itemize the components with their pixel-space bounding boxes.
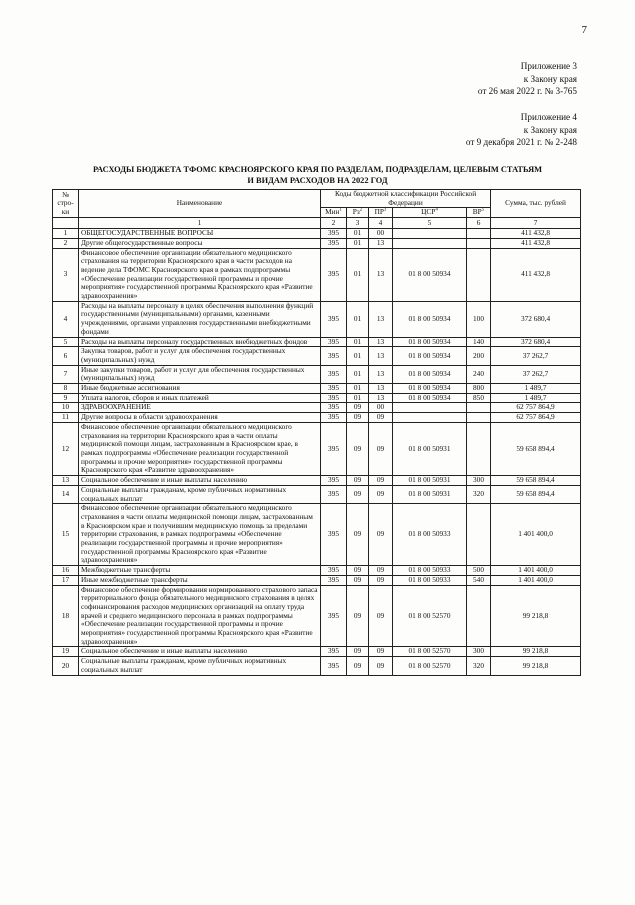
row-sum-cell: 62 757 864,9 bbox=[491, 403, 581, 413]
row-sum-cell: 372 680,4 bbox=[491, 337, 581, 347]
row-csr-cell: 01 8 00 50933 bbox=[393, 566, 467, 576]
row-name-cell: ОБЩЕГОСУДАРСТВЕННЫЕ ВОПРОСЫ bbox=[79, 229, 321, 239]
row-number-cell: 2 bbox=[53, 238, 79, 248]
row-name-cell: ЗДРАВООХРАНЕНИЕ bbox=[79, 403, 321, 413]
header-csr-label: ЦСР bbox=[421, 207, 436, 217]
table-row bbox=[53, 647, 581, 657]
row-sum-cell: 59 658 894,4 bbox=[491, 485, 581, 503]
row-name-cell: Уплата налогов, сборов и иных платежей bbox=[79, 393, 321, 403]
column-number: 2 bbox=[321, 218, 347, 229]
row-number-cell: 18 bbox=[53, 585, 79, 647]
row-csr-cell: 01 8 00 50931 bbox=[393, 422, 467, 475]
row-csr-cell: 01 8 00 50934 bbox=[393, 365, 467, 383]
row-vr-cell: 540 bbox=[467, 575, 491, 585]
row-sum-cell: 411 432,8 bbox=[491, 229, 581, 239]
header-sum: Сумма, тыс. рублей bbox=[491, 190, 581, 218]
row-rz-cell: 01 bbox=[347, 347, 369, 365]
header-vr-footnote: 5 bbox=[481, 207, 485, 213]
column-number: 6 bbox=[467, 218, 491, 229]
row-rz-cell: 01 bbox=[347, 229, 369, 239]
row-number-cell: 12 bbox=[53, 422, 79, 475]
table-row bbox=[53, 393, 581, 403]
table-row bbox=[53, 403, 581, 413]
row-name-cell: Иные межбюджетные трансферты bbox=[79, 575, 321, 585]
table-row bbox=[53, 422, 581, 475]
header-rz bbox=[347, 208, 369, 218]
row-vr-cell: 200 bbox=[467, 347, 491, 365]
row-csr-cell bbox=[393, 403, 467, 413]
row-csr-cell: 01 8 00 52570 bbox=[393, 647, 467, 657]
row-csr-cell: 01 8 00 52570 bbox=[393, 585, 467, 647]
table-row bbox=[53, 585, 581, 647]
row-csr-cell: 01 8 00 50933 bbox=[393, 504, 467, 566]
row-pr-cell: 13 bbox=[369, 347, 393, 365]
row-csr-cell: 01 8 00 50934 bbox=[393, 301, 467, 337]
row-name-cell: Расходы на выплаты персоналу государственных внебюджетных фондов bbox=[79, 337, 321, 347]
row-pr-cell: 00 bbox=[369, 229, 393, 239]
table-row bbox=[53, 248, 581, 301]
row-sum-cell: 1 401 400,0 bbox=[491, 566, 581, 576]
row-min-cell: 395 bbox=[321, 365, 347, 383]
row-sum-cell: 1 489,7 bbox=[491, 384, 581, 394]
row-vr-cell bbox=[467, 238, 491, 248]
row-vr-cell: 240 bbox=[467, 365, 491, 383]
row-number-cell: 13 bbox=[53, 476, 79, 486]
appendix-4-block bbox=[466, 111, 577, 149]
header-vr bbox=[467, 208, 491, 218]
row-csr-cell: 01 8 00 50931 bbox=[393, 476, 467, 486]
header-min-footnote: 1 bbox=[339, 207, 342, 213]
row-vr-cell: 500 bbox=[467, 566, 491, 576]
column-number-row bbox=[53, 218, 581, 229]
row-pr-cell: 09 bbox=[369, 585, 393, 647]
column-number: 7 bbox=[491, 218, 581, 229]
row-rz-cell: 09 bbox=[347, 476, 369, 486]
appendix-4-date: от 9 декабря 2021 г. № 2-248 bbox=[465, 137, 577, 147]
row-rz-cell: 01 bbox=[347, 238, 369, 248]
table-row bbox=[53, 476, 581, 486]
row-number-cell: 1 bbox=[53, 229, 79, 239]
table-row bbox=[53, 238, 581, 248]
row-sum-cell: 99 218,8 bbox=[491, 585, 581, 647]
table-row bbox=[53, 575, 581, 585]
row-vr-cell bbox=[467, 422, 491, 475]
row-name-cell: Другие общегосударственные вопросы bbox=[79, 238, 321, 248]
row-min-cell: 395 bbox=[321, 647, 347, 657]
column-number: 4 bbox=[369, 218, 393, 229]
row-pr-cell: 09 bbox=[369, 485, 393, 503]
row-pr-cell: 13 bbox=[369, 365, 393, 383]
row-min-cell: 395 bbox=[321, 337, 347, 347]
row-name-cell: Финансовое обеспечение организации обязательного медицинского страхования на территории Красноярского края в части расходов на ведение дела ТФОМС Красноярского края в рамках подпрограммы «Обеспечение реализации государственной программы и прочие мероприятия» государственной программы Красноярского края «Развитие здравоохранения» bbox=[79, 248, 321, 301]
row-rz-cell: 09 bbox=[347, 647, 369, 657]
row-sum-cell: 1 489,7 bbox=[491, 393, 581, 403]
row-min-cell: 395 bbox=[321, 566, 347, 576]
row-name-cell: Закупка товаров, работ и услуг для обеспечения государственных (муниципальных) нужд bbox=[79, 347, 321, 365]
row-min-cell: 395 bbox=[321, 422, 347, 475]
row-number-cell: 14 bbox=[53, 485, 79, 503]
row-csr-cell: 01 8 00 50934 bbox=[393, 337, 467, 347]
row-pr-cell: 13 bbox=[369, 238, 393, 248]
table-row bbox=[53, 347, 581, 365]
row-min-cell: 395 bbox=[321, 413, 347, 423]
row-min-cell: 395 bbox=[321, 229, 347, 239]
row-min-cell: 395 bbox=[321, 485, 347, 503]
row-number-cell: 20 bbox=[53, 657, 79, 675]
table-row bbox=[53, 566, 581, 576]
row-min-cell: 395 bbox=[321, 504, 347, 566]
header-vr-label: ВР bbox=[472, 207, 482, 217]
row-min-cell: 395 bbox=[321, 585, 347, 647]
header-rz-label: Рз bbox=[352, 207, 360, 217]
table-row bbox=[53, 337, 581, 347]
row-min-cell: 395 bbox=[321, 347, 347, 365]
row-number-cell: 8 bbox=[53, 384, 79, 394]
table-row bbox=[53, 365, 581, 383]
row-sum-cell: 1 401 400,0 bbox=[491, 575, 581, 585]
row-sum-cell: 59 658 894,4 bbox=[491, 422, 581, 475]
row-min-cell: 395 bbox=[321, 476, 347, 486]
column-number: 3 bbox=[347, 218, 369, 229]
row-rz-cell: 09 bbox=[347, 403, 369, 413]
appendix-3-block bbox=[478, 60, 577, 98]
appendix-3-law: к Закону края bbox=[523, 73, 577, 84]
row-csr-cell bbox=[393, 238, 467, 248]
row-rz-cell: 01 bbox=[347, 301, 369, 337]
table-row bbox=[53, 504, 581, 566]
row-csr-cell bbox=[393, 413, 467, 423]
header-row-number: № стро-ки bbox=[53, 190, 79, 218]
appendix-3-title: Приложение 3 bbox=[520, 61, 577, 71]
row-min-cell: 395 bbox=[321, 393, 347, 403]
row-vr-cell bbox=[467, 248, 491, 301]
row-sum-cell: 99 218,8 bbox=[491, 647, 581, 657]
row-pr-cell: 13 bbox=[369, 337, 393, 347]
table-header bbox=[53, 190, 581, 229]
row-rz-cell: 09 bbox=[347, 575, 369, 585]
column-number: 5 bbox=[393, 218, 467, 229]
row-pr-cell: 09 bbox=[369, 422, 393, 475]
row-number-cell: 3 bbox=[53, 248, 79, 301]
row-number-cell: 9 bbox=[53, 393, 79, 403]
row-pr-cell: 09 bbox=[369, 476, 393, 486]
row-name-cell: Расходы на выплаты персоналу в целях обеспечения выполнения функций государственными (муниципальными) органами, казенными учреждениями, органами управления государственными внебюджетными фондами bbox=[79, 301, 321, 337]
budget-table bbox=[52, 189, 581, 676]
row-csr-cell bbox=[393, 229, 467, 239]
row-number-cell: 6 bbox=[53, 347, 79, 365]
row-min-cell: 395 bbox=[321, 403, 347, 413]
row-pr-cell: 13 bbox=[369, 393, 393, 403]
header-csr bbox=[393, 208, 467, 218]
table-row bbox=[53, 485, 581, 503]
row-rz-cell: 09 bbox=[347, 422, 369, 475]
appendix-3-date: от 26 мая 2022 г. № 3-765 bbox=[477, 86, 577, 96]
row-vr-cell: 800 bbox=[467, 384, 491, 394]
row-name-cell: Финансовое обеспечение формирования нормированного страхового запаса территориального фонда обязательного медицинского страхования в целях софинансирования расходов медицинских организаций на оплату труда врачей и среднего медицинского персонала в рамках подпрограммы «Обеспечение реализации государственной программы и прочие мероприятия» государственной программы Красноярского края «Развитие здравоохранения» bbox=[79, 585, 321, 647]
row-vr-cell: 300 bbox=[467, 476, 491, 486]
row-sum-cell: 411 432,8 bbox=[491, 238, 581, 248]
row-sum-cell: 59 658 894,4 bbox=[491, 476, 581, 486]
row-pr-cell: 09 bbox=[369, 575, 393, 585]
row-min-cell: 395 bbox=[321, 575, 347, 585]
row-pr-cell: 09 bbox=[369, 657, 393, 675]
table-row bbox=[53, 384, 581, 394]
row-pr-cell: 09 bbox=[369, 647, 393, 657]
row-csr-cell: 01 8 00 50933 bbox=[393, 575, 467, 585]
row-number-cell: 17 bbox=[53, 575, 79, 585]
row-pr-cell: 13 bbox=[369, 384, 393, 394]
header-min-label: Мин bbox=[325, 207, 340, 217]
header-codes-group: Коды бюджетной классификации Российской Федерации bbox=[321, 190, 491, 208]
row-pr-cell: 13 bbox=[369, 248, 393, 301]
row-rz-cell: 09 bbox=[347, 657, 369, 675]
row-number-cell: 16 bbox=[53, 566, 79, 576]
row-rz-cell: 01 bbox=[347, 384, 369, 394]
table-row bbox=[53, 413, 581, 423]
row-pr-cell: 09 bbox=[369, 413, 393, 423]
row-vr-cell: 320 bbox=[467, 657, 491, 675]
row-name-cell: Финансовое обеспечение организации обязательного медицинского страхования на территории Красноярского края в части оплаты медицинской помощи лицам, застрахованным в Красноярском крае, в рамках подпрограммы «Обеспечение реализации государственной программы и прочие мероприятия» государственной программы Красноярского края «Развитие здравоохранения» bbox=[79, 422, 321, 475]
table-row bbox=[53, 229, 581, 239]
table-row bbox=[53, 301, 581, 337]
row-name-cell: Социальные выплаты гражданам, кроме публичных нормативных социальных выплат bbox=[79, 657, 321, 675]
row-vr-cell bbox=[467, 229, 491, 239]
row-rz-cell: 09 bbox=[347, 485, 369, 503]
row-name-cell: Межбюджетные трансферты bbox=[79, 566, 321, 576]
row-sum-cell: 411 432,8 bbox=[491, 248, 581, 301]
row-name-cell: Финансовое обеспечение организации обязательного медицинского страхования в части оплаты медицинской помощи лицам, застрахованным в Красноярском крае и получившим медицинскую помощь за пределами территории страхования, в рамках подпрограммы «Обеспечение реализации государственной программы и прочие мероприятия» государственной программы Красноярского края «Развитие здравоохранения» bbox=[79, 504, 321, 566]
document-title-line-2: И ВИДАМ РАСХОДОВ НА 2022 ГОД bbox=[247, 176, 388, 185]
header-pr bbox=[369, 208, 393, 218]
row-vr-cell bbox=[467, 504, 491, 566]
row-name-cell: Другие вопросы в области здравоохранения bbox=[79, 413, 321, 423]
row-sum-cell: 37 262,7 bbox=[491, 365, 581, 383]
row-rz-cell: 01 bbox=[347, 248, 369, 301]
table-row bbox=[53, 657, 581, 675]
row-number-cell: 15 bbox=[53, 504, 79, 566]
row-min-cell: 395 bbox=[321, 248, 347, 301]
row-name-cell: Иные закупки товаров, работ и услуг для обеспечения государственных (муниципальных) нужд bbox=[79, 365, 321, 383]
row-sum-cell: 99 218,8 bbox=[491, 657, 581, 675]
row-number-cell: 11 bbox=[53, 413, 79, 423]
table-body bbox=[53, 229, 581, 675]
header-rz-footnote: 2 bbox=[359, 207, 363, 213]
row-number-cell: 5 bbox=[53, 337, 79, 347]
row-vr-cell bbox=[467, 413, 491, 423]
row-number-cell: 4 bbox=[53, 301, 79, 337]
row-sum-cell: 1 401 400,0 bbox=[491, 504, 581, 566]
row-pr-cell: 09 bbox=[369, 566, 393, 576]
row-csr-cell: 01 8 00 50934 bbox=[393, 384, 467, 394]
row-csr-cell: 01 8 00 52570 bbox=[393, 657, 467, 675]
row-rz-cell: 09 bbox=[347, 413, 369, 423]
row-name-cell: Социальное обеспечение и иные выплаты населению bbox=[79, 476, 321, 486]
row-csr-cell: 01 8 00 50934 bbox=[393, 393, 467, 403]
appendix-4-title: Приложение 4 bbox=[520, 112, 577, 122]
row-vr-cell: 140 bbox=[467, 337, 491, 347]
row-number-cell: 7 bbox=[53, 365, 79, 383]
row-name-cell: Социальное обеспечение и иные выплаты населению bbox=[79, 647, 321, 657]
header-csr-footnote: 4 bbox=[435, 207, 438, 213]
header-name: Наименование bbox=[79, 190, 321, 218]
appendix-4-law: к Закону края bbox=[523, 124, 577, 135]
row-pr-cell: 09 bbox=[369, 504, 393, 566]
row-rz-cell: 01 bbox=[347, 365, 369, 383]
column-number: 1 bbox=[79, 218, 321, 229]
row-vr-cell: 850 bbox=[467, 393, 491, 403]
row-rz-cell: 09 bbox=[347, 504, 369, 566]
row-sum-cell: 37 262,7 bbox=[491, 347, 581, 365]
row-csr-cell: 01 8 00 50934 bbox=[393, 248, 467, 301]
row-pr-cell: 00 bbox=[369, 403, 393, 413]
row-number-cell: 10 bbox=[53, 403, 79, 413]
row-min-cell: 395 bbox=[321, 384, 347, 394]
row-number-cell: 19 bbox=[53, 647, 79, 657]
row-vr-cell: 320 bbox=[467, 485, 491, 503]
row-vr-cell bbox=[467, 585, 491, 647]
row-name-cell: Социальные выплаты гражданам, кроме публичных нормативных социальных выплат bbox=[79, 485, 321, 503]
row-csr-cell: 01 8 00 50931 bbox=[393, 485, 467, 503]
row-rz-cell: 01 bbox=[347, 393, 369, 403]
document-title bbox=[60, 164, 575, 186]
document-title-line-1: РАСХОДЫ БЮДЖЕТА ТФОМС КРАСНОЯРСКОГО КРАЯ ПО РАЗДЕЛАМ, ПОДРАЗДЕЛАМ, ЦЕЛЕВЫМ СТАТЬЯМ bbox=[92, 165, 543, 174]
row-sum-cell: 62 757 864,9 bbox=[491, 413, 581, 423]
row-vr-cell: 300 bbox=[467, 647, 491, 657]
row-min-cell: 395 bbox=[321, 657, 347, 675]
row-pr-cell: 13 bbox=[369, 301, 393, 337]
row-rz-cell: 01 bbox=[347, 337, 369, 347]
page-number: 7 bbox=[581, 24, 587, 36]
row-rz-cell: 09 bbox=[347, 566, 369, 576]
row-name-cell: Иные бюджетные ассигнования bbox=[79, 384, 321, 394]
header-min bbox=[321, 208, 347, 218]
row-min-cell: 395 bbox=[321, 301, 347, 337]
row-rz-cell: 09 bbox=[347, 585, 369, 647]
row-min-cell: 395 bbox=[321, 238, 347, 248]
header-pr-label: ПР bbox=[374, 207, 384, 217]
row-sum-cell: 372 680,4 bbox=[491, 301, 581, 337]
header-pr-footnote: 3 bbox=[383, 207, 387, 213]
row-csr-cell: 01 8 00 50934 bbox=[393, 347, 467, 365]
row-vr-cell bbox=[467, 403, 491, 413]
row-vr-cell: 100 bbox=[467, 301, 491, 337]
column-number bbox=[53, 218, 79, 229]
